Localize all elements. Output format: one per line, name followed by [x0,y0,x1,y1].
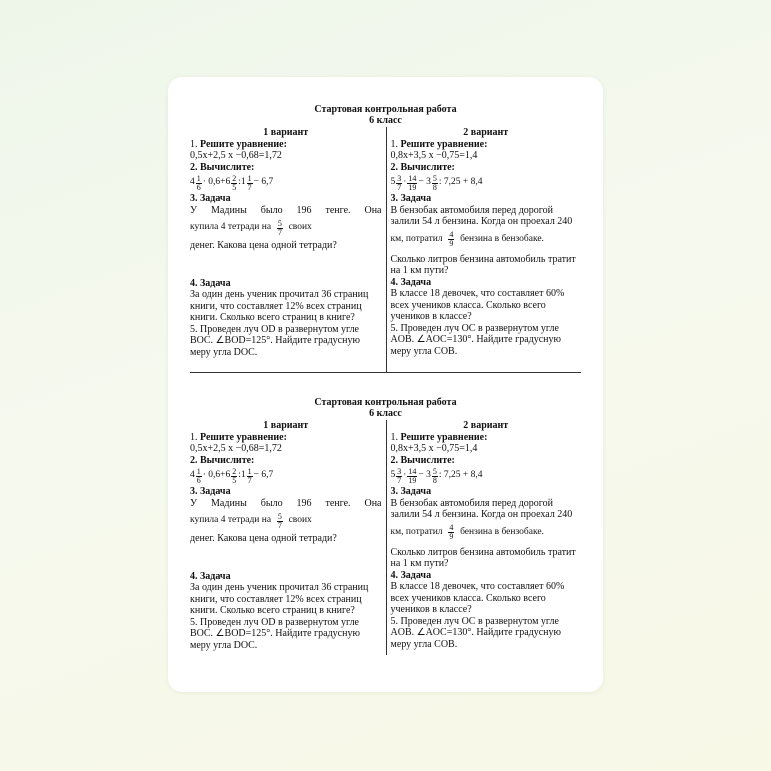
task3-label: 3. Задача [390,486,432,497]
task1-label: Решите уравнение: [400,431,488,443]
task4-text: За один день ученик прочитал 36 страниц книги, что составляет 12% всех страниц книги. Сколько всего страниц в книге? [190,289,369,323]
task3-line2: купила 4 тетради на $\frac{5}{7}$ своих [190,218,312,237]
task3-line3: денег. Какова цена одной тетради? [190,533,337,544]
task1-number: 1. [190,431,198,443]
task3-line1: У Мадины было 196 тенге. Она [190,497,382,509]
worksheet-top [190,104,581,372]
task3-label: 3. Задача [190,193,231,204]
task3-label: 3. Задача [190,486,231,497]
worksheet-bottom [190,397,581,655]
task2-expression: 4 $\frac{1}{6}$ · 0,6+6 $\frac{2}{5}$ :1 $\frac{1}{7}$ − 6,7 [190,466,274,485]
task3-text: В бензобак автомобиля перед дорогой залили 54 л бензина. Когда он проехал 240 [390,204,573,227]
task3-label: 3. Задача [390,193,432,204]
task3-text2: Сколько литров бензина автомобиль тратит на 1 км пути? [390,253,576,276]
variant-1-header: 1 вариант [263,420,309,431]
task1-number: 1. [390,138,398,150]
variant-1-column [190,127,386,372]
worksheet-grade: 6 класс [369,408,402,419]
task2-label: 2. Вычислите: [390,161,455,173]
task3-line2: км, потратил $\frac{4}{9}$ бензина в бензобаке. [390,523,544,541]
task1-equation: 0,8x+3,5 x −0,75=1,4 [390,150,478,161]
task3-text: В бензобак автомобиля перед дорогой залили 54 л бензина. Когда он проехал 240 [390,497,573,520]
task4-label: 4. Задача [390,569,432,581]
task2-label: 2. Вычислите: [390,454,455,466]
task5-text: 5. Проведен луч OD в развернутом угле BOC. ∠BOD=125°. Найдите градусную меру угла DOC. [190,616,360,651]
task1-equation: 0,5x+2,5 x −0,68=1,72 [190,150,282,161]
task3-line2: купила 4 тетради на $\frac{5}{7}$ своих [190,511,312,530]
task2-expression: 5 $\frac{3}{7}$ · $\frac{14}{19}$ − 3 $\frac{5}{8}$ : 7,25 + 8,4 [390,466,483,485]
task1-label: Решите уравнение: [200,431,287,443]
task1-label: Решите уравнение: [400,138,488,150]
task1-label: Решите уравнение: [200,138,287,150]
cut-line [190,372,581,373]
task4-text: За один день ученик прочитал 36 страниц книги, что составляет 12% всех страниц книги. Сколько всего страниц в книге? [190,582,369,616]
worksheet-title: Стартовая контрольная работа [314,104,457,115]
worksheet-title: Стартовая контрольная работа [314,397,457,408]
task2-label: 2. Вычислите: [190,161,255,173]
task1-number: 1. [190,138,198,150]
task3-text2: Сколько литров бензина автомобиль тратит на 1 км пути? [390,546,576,569]
variant-2-header: 2 вариант [463,127,509,138]
task2-label: 2. Вычислите: [190,454,255,466]
task5-text: 5. Проведен луч OC в развернутом угле AOB. ∠AOC=130°. Найдите градусную меру угла COB. [390,615,561,650]
task3-line2: км, потратил $\frac{4}{9}$ бензина в бензобаке. [390,230,544,248]
task1-number: 1. [390,431,398,443]
variant-2-column [386,127,582,372]
task5-text: 5. Проведен луч OC в развернутом угле AOB. ∠AOC=130°. Найдите градусную меру угла COB. [390,322,561,357]
task2-expression: 5 $\frac{3}{7}$ · $\frac{14}{19}$ − 3 $\frac{5}{8}$ : 7,25 + 8,4 [390,173,483,192]
task4-label: 4. Задача [190,570,231,582]
task3-line3: денег. Какова цена одной тетради? [190,240,337,251]
task4-text: В классе 18 девочек, что составляет 60% всех учеников класса. Сколько всего учеников в классе? [390,288,565,322]
variant-1-header: 1 вариант [263,127,309,138]
task1-equation: 0,8x+3,5 x −0,75=1,4 [390,443,478,454]
task1-equation: 0,5x+2,5 x −0,68=1,72 [190,443,282,454]
variant-2-column [386,420,582,655]
task5-text: 5. Проведен луч OD в развернутом угле BOC. ∠BOD=125°. Найдите градусную меру угла DOC. [190,323,360,358]
task3-line1: У Мадины было 196 тенге. Она [190,204,382,216]
worksheet-grade: 6 класс [369,115,402,126]
task4-label: 4. Задача [390,276,432,288]
variant-1-column [190,420,386,655]
variant-2-header: 2 вариант [463,420,509,431]
task4-text: В классе 18 девочек, что составляет 60% всех учеников класса. Сколько всего учеников в классе? [390,581,565,615]
task2-expression: 4 $\frac{1}{6}$ · 0,6+6 $\frac{2}{5}$ :1 $\frac{1}{7}$ − 6,7 [190,173,274,192]
task4-label: 4. Задача [190,277,231,289]
